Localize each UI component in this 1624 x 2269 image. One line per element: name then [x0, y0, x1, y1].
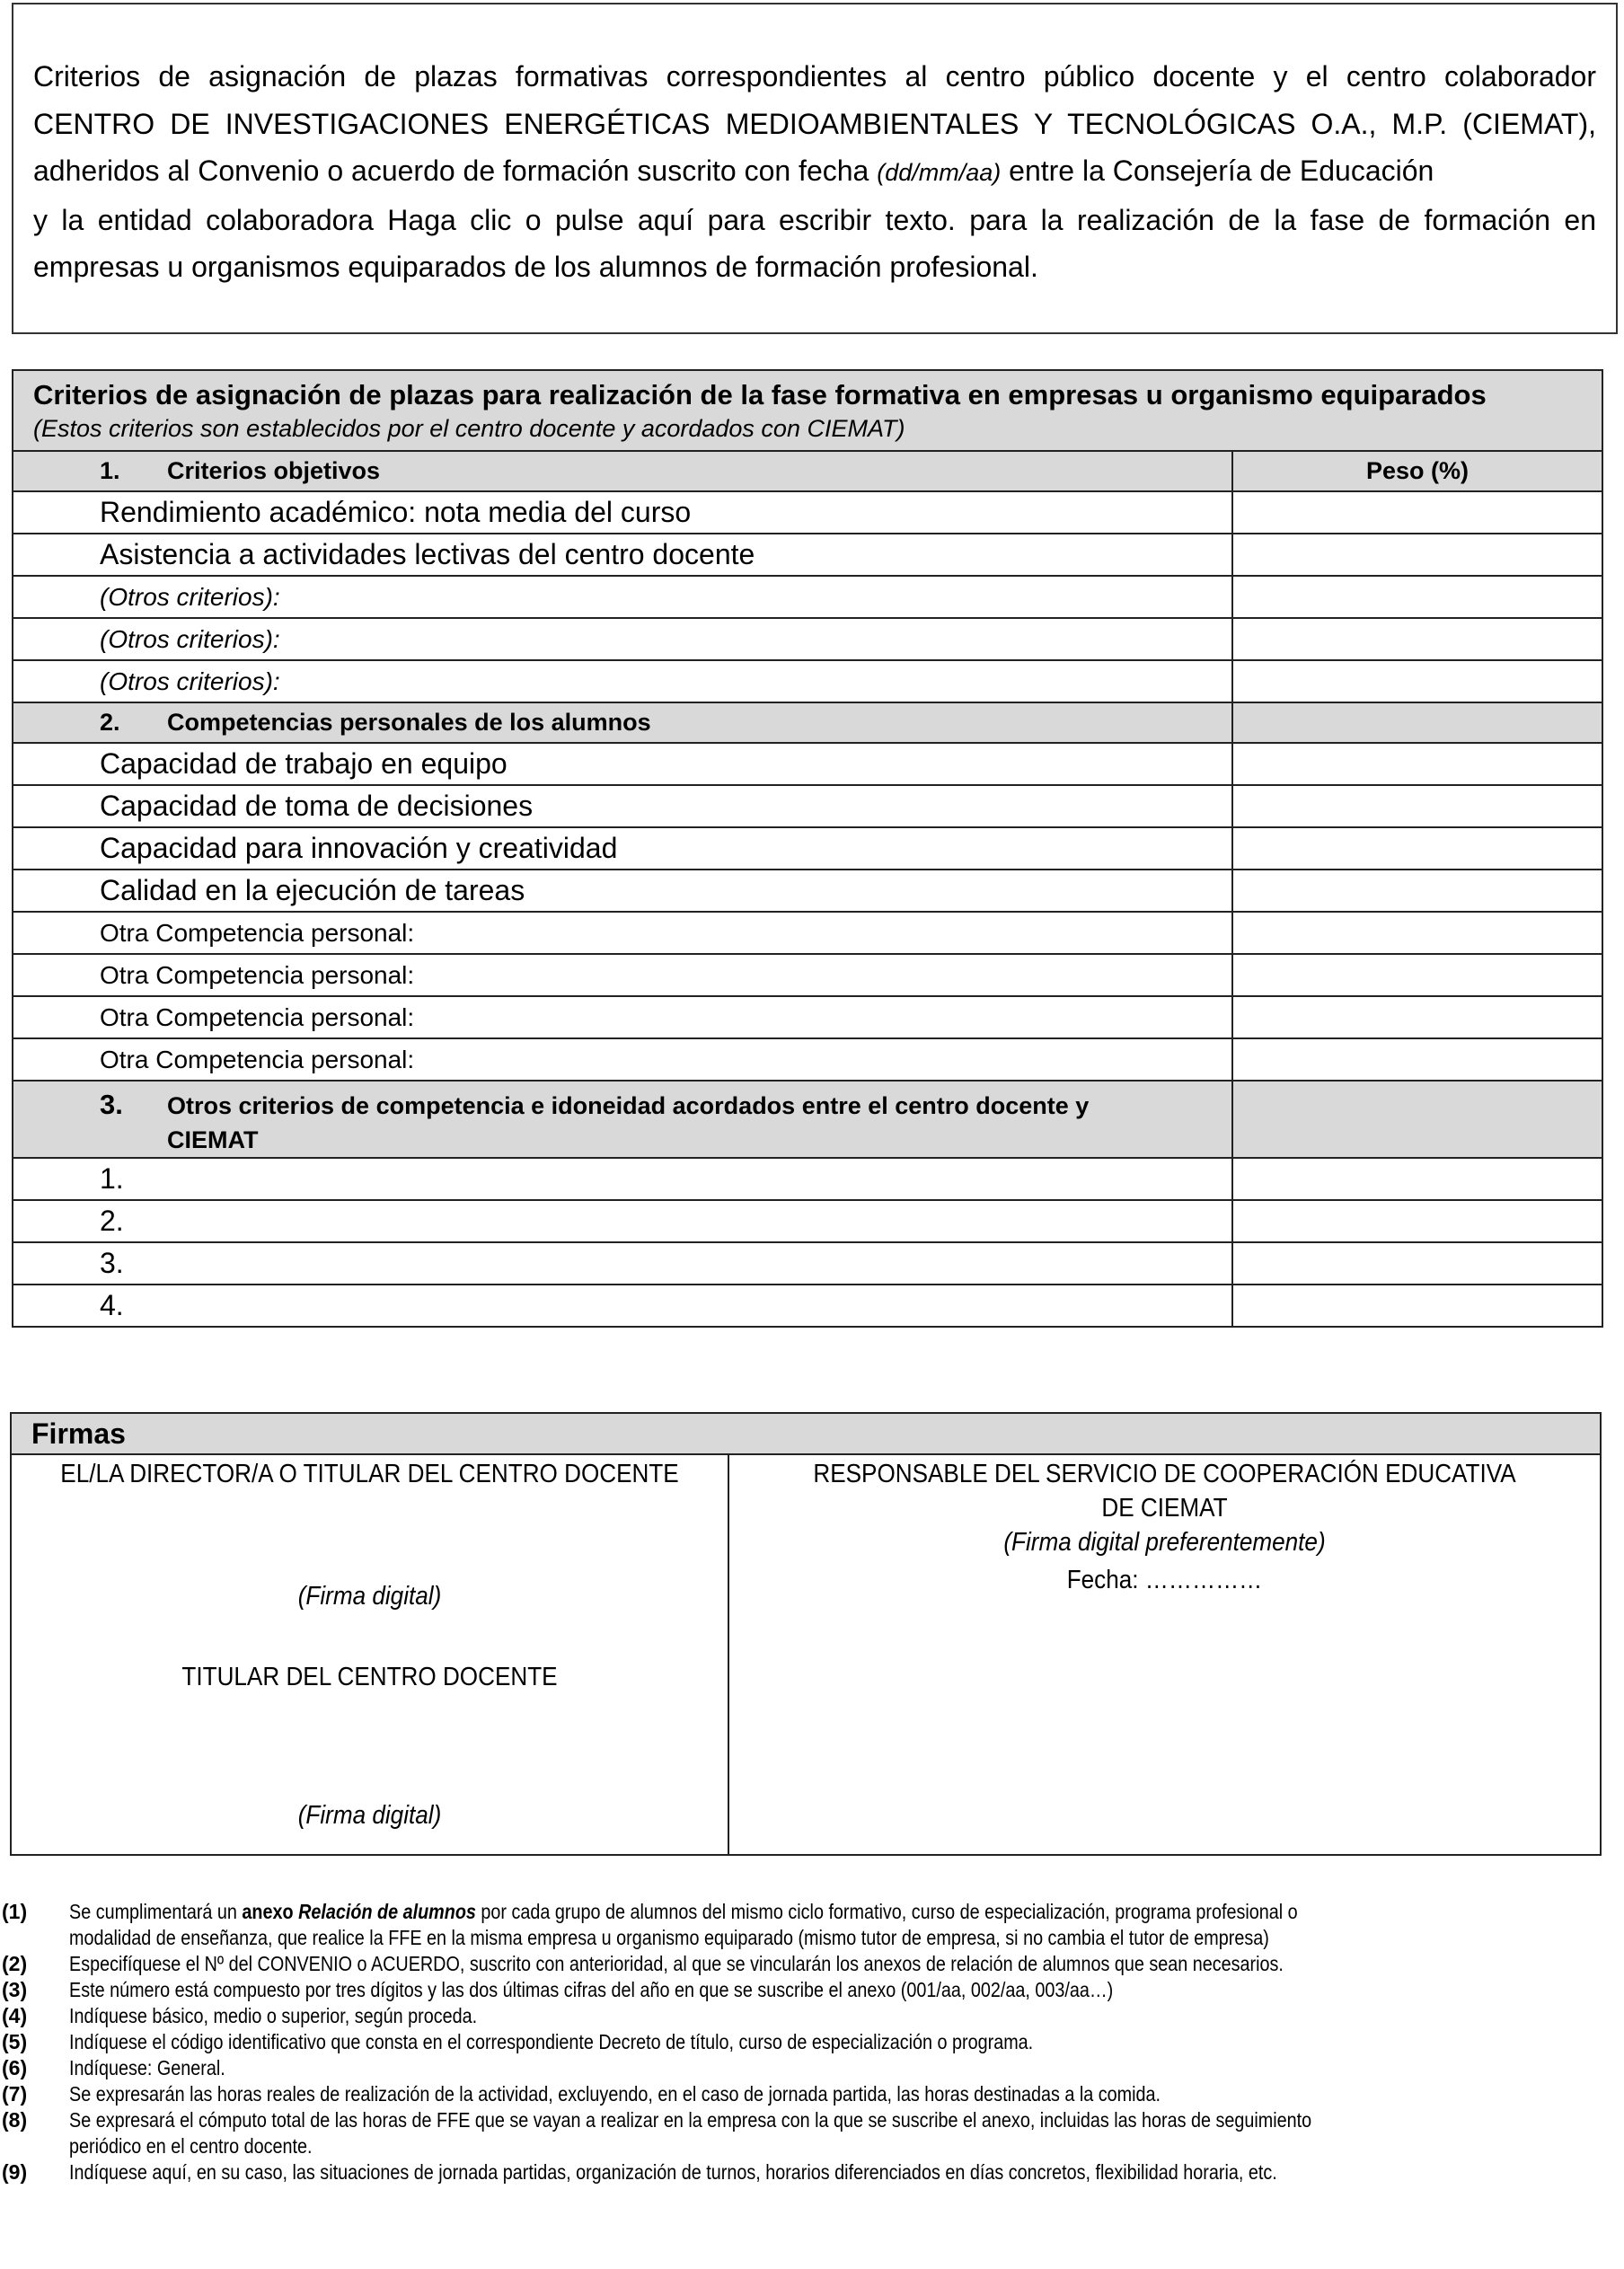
footnote-7 — [0, 2081, 1624, 2107]
footnote-number: (3) — [2, 1978, 28, 2001]
section-1-label: Criterios objetivos — [167, 457, 381, 484]
section-3-weight-cell — [1232, 1081, 1602, 1158]
weight-input[interactable] — [1232, 954, 1602, 996]
footnote-text: Se expresará el cómputo total de las horas de FFE que se vayan a realizar en la empresa con la que se suscribe el anexo, incluidas las horas de seguimiento — [69, 2108, 1312, 2132]
table-row — [13, 870, 1602, 912]
weight-input[interactable] — [1232, 1200, 1602, 1242]
criterion-label-editable[interactable]: (Otros criterios): — [13, 576, 1232, 618]
criteria-table — [12, 369, 1603, 1328]
section-3-header — [13, 1081, 1602, 1158]
criterion-label: Rendimiento académico: nota media del curso — [13, 491, 1232, 534]
footnote-3 — [0, 1977, 1624, 2003]
footnote-5 — [0, 2029, 1624, 2055]
intro-line-3 — [33, 147, 1596, 197]
titular-role: TITULAR DEL CENTRO DOCENTE — [181, 1663, 558, 1691]
intro-line-5: empresas u organismos equiparados de los alumnos de formación profesional. — [33, 251, 1038, 283]
weight-input[interactable] — [1232, 534, 1602, 576]
school-director-signature-cell — [12, 1455, 729, 1856]
competence-label: Calidad en la ejecución de tareas — [13, 870, 1232, 912]
criteria-title: Criterios de asignación de plazas para realización de la fase formativa en empresas u organismo equiparados — [33, 379, 1487, 411]
weight-input[interactable] — [1232, 618, 1602, 660]
section-1-label-cell — [13, 451, 1232, 491]
weight-input[interactable] — [1232, 912, 1602, 954]
section-1-header — [13, 451, 1602, 491]
section-3-label-cell — [13, 1081, 1232, 1158]
section-3-number: 3. — [100, 1089, 123, 1120]
footnote-number: (1) — [2, 1900, 28, 1923]
weight-input[interactable] — [1232, 785, 1602, 827]
agreement-date-field[interactable]: (dd/mm/aa) — [877, 159, 1002, 186]
weight-input[interactable] — [1232, 1285, 1602, 1327]
table-row — [13, 1158, 1602, 1200]
footnote-text: Este número está compuesto por tres dígitos y las dos últimas cifras del año en que se suscribe el anexo (001/aa, 002/aa, 003/aa…) — [69, 1978, 1114, 2001]
weight-input[interactable] — [1232, 660, 1602, 702]
table-row — [13, 1285, 1602, 1327]
footnote-text: Se expresarán las horas reales de realización de la actividad, excluyendo, en el caso de jornada partida, las horas destinadas a la comida. — [69, 2082, 1161, 2106]
competence-label-editable[interactable]: Otra Competencia personal: — [13, 1038, 1232, 1081]
table-row — [13, 660, 1602, 702]
table-row — [13, 743, 1602, 785]
footnote-number: (7) — [2, 2082, 28, 2106]
criterion-label-editable[interactable]: (Otros criterios): — [13, 618, 1232, 660]
footnote-2 — [0, 1951, 1624, 1977]
weight-header: Peso (%) — [1232, 451, 1602, 491]
section-2-header — [13, 702, 1602, 743]
table-row — [13, 912, 1602, 954]
competence-label: Capacidad de toma de decisiones — [13, 785, 1232, 827]
criterion-label-editable[interactable]: (Otros criterios): — [13, 660, 1232, 702]
intro-line-2: CENTRO DE INVESTIGACIONES ENERGÉTICAS MEDIOAMBIENTALES Y TECNOLÓGICAS O.A., M.P. (CIEMAT), — [33, 107, 1596, 140]
weight-input[interactable] — [1232, 996, 1602, 1038]
footnote-1-line-2: modalidad de enseñanza, que realice la FFE en la misma empresa u organismo equiparado (mismo tutor de empresa, si no cambia el tutor de empresa) — [69, 1926, 1269, 1949]
section-3-label: Otros criterios de competencia e idoneidad acordados entre el centro docente y CIEMAT — [167, 1092, 1090, 1153]
weight-input[interactable] — [1232, 491, 1602, 534]
footnote-bold-italic-text: Relación de alumnos — [298, 1900, 476, 1923]
table-row — [13, 827, 1602, 870]
competence-label: Capacidad de trabajo en equipo — [13, 743, 1232, 785]
titular-signature-field[interactable]: (Firma digital) — [297, 1801, 442, 1830]
footnote-number: (9) — [2, 2160, 28, 2184]
ciemat-role-line-2: DE CIEMAT — [1101, 1494, 1228, 1523]
footnote-8 — [0, 2107, 1624, 2159]
director-role: EL/LA DIRECTOR/A O TITULAR DEL CENTRO DOCENTE — [60, 1460, 679, 1488]
table-row — [13, 1038, 1602, 1081]
table-row — [13, 491, 1602, 534]
criterion-label: Asistencia a actividades lectivas del centro docente — [13, 534, 1232, 576]
ciemat-signature-field[interactable]: (Firma digital preferentemente) — [1003, 1528, 1326, 1557]
competence-label-editable[interactable]: Otra Competencia personal: — [13, 954, 1232, 996]
weight-input[interactable] — [1232, 1038, 1602, 1081]
criteria-title-row — [13, 370, 1602, 451]
footnote-text: Especifíquese el Nº del CONVENIO o ACUERDO, suscrito con anterioridad, al que se vincularán los anexos de relación de alumnos que sean necesarios. — [69, 1952, 1284, 1975]
table-row — [13, 534, 1602, 576]
footnote-number: (8) — [2, 2108, 28, 2132]
weight-input[interactable] — [1232, 576, 1602, 618]
ciemat-role-line-1: RESPONSABLE DEL SERVICIO DE COOPERACIÓN EDUCATIVA — [813, 1460, 1516, 1488]
weight-input[interactable] — [1232, 743, 1602, 785]
section-2-weight-cell — [1232, 702, 1602, 743]
section-2-label: Competencias personales de los alumnos — [167, 709, 651, 736]
table-row — [13, 785, 1602, 827]
footnote-number: (6) — [2, 2056, 28, 2079]
other-criterion-input[interactable]: 3. — [13, 1242, 1232, 1285]
footnote-text: Indíquese: General. — [69, 2056, 225, 2079]
footnote-9 — [0, 2159, 1624, 2185]
intro-paragraph — [33, 53, 1596, 291]
footnote-number: (5) — [2, 2030, 28, 2053]
criteria-subtitle: (Estos criterios son establecidos por el centro docente y acordados con CIEMAT) — [33, 415, 905, 442]
table-row — [13, 576, 1602, 618]
ciemat-signature-cell — [729, 1455, 1600, 1856]
intro-line-4[interactable]: y la entidad colaboradora Haga clic o pulse aquí para escribir texto. para la realización de la fase de formación en — [33, 203, 1596, 236]
weight-input[interactable] — [1232, 1158, 1602, 1200]
table-row — [13, 1200, 1602, 1242]
intro-line-3-tail: entre la Consejería de Educación — [1001, 155, 1434, 187]
intro-box — [12, 3, 1618, 334]
weight-input[interactable] — [1232, 827, 1602, 870]
footnote-6 — [0, 2055, 1624, 2081]
section-1-number: 1. — [100, 457, 120, 484]
competence-label-editable[interactable]: Otra Competencia personal: — [13, 996, 1232, 1038]
intro-line-3-text: adheridos al Convenio o acuerdo de formación suscrito con fecha — [33, 155, 878, 187]
section-2-label-cell — [13, 702, 1232, 743]
criteria-title-cell — [13, 370, 1602, 451]
footnote-number: (4) — [2, 2004, 28, 2027]
other-criterion-input[interactable]: 2. — [13, 1200, 1232, 1242]
intro-line-1: Criterios de asignación de plazas formativas correspondientes al centro público docente y el centro colaborador — [33, 60, 1596, 93]
table-row — [13, 618, 1602, 660]
director-signature-field[interactable]: (Firma digital) — [297, 1582, 442, 1611]
section-2-number: 2. — [100, 709, 120, 736]
other-criterion-input[interactable]: 4. — [13, 1285, 1232, 1327]
footnote-text: Indíquese el código identificativo que consta en el correspondiente Decreto de título, curso de especialización o programa. — [69, 2030, 1034, 2053]
footnote-1-line-1 — [69, 1899, 1382, 1925]
weight-input[interactable] — [1232, 1242, 1602, 1285]
footnote-text: Indíquese básico, medio o superior, según proceda. — [69, 2004, 478, 2027]
footnote-text: por cada grupo de alumnos del mismo ciclo formativo, curso de especialización, programa profesional o — [475, 1900, 1298, 1923]
footnote-4 — [0, 2003, 1624, 2029]
table-row — [13, 954, 1602, 996]
other-criterion-input[interactable]: 1. — [13, 1158, 1232, 1200]
table-row — [13, 996, 1602, 1038]
signatures-table — [10, 1412, 1602, 1856]
table-row — [13, 1242, 1602, 1285]
footnote-number: (2) — [2, 1952, 28, 1975]
weight-input[interactable] — [1232, 870, 1602, 912]
footnote-text: Se cumplimentará un — [69, 1900, 243, 1923]
footnote-text: periódico en el centro docente. — [69, 2134, 313, 2158]
footnote-bold-text: anexo — [242, 1900, 299, 1923]
footnotes — [0, 1899, 1624, 2185]
footnote-1 — [0, 1899, 1624, 1951]
signatures-title: Firmas — [12, 1414, 1600, 1455]
footnote-text: Indíquese aquí, en su caso, las situaciones de jornada partidas, organización de turnos, horarios diferenciados en días concretos, flexibilidad horaria, etc. — [69, 2160, 1277, 2184]
competence-label: Capacidad para innovación y creatividad — [13, 827, 1232, 870]
competence-label-editable[interactable]: Otra Competencia personal: — [13, 912, 1232, 954]
signature-date-field[interactable]: Fecha: …………… — [1066, 1566, 1263, 1594]
